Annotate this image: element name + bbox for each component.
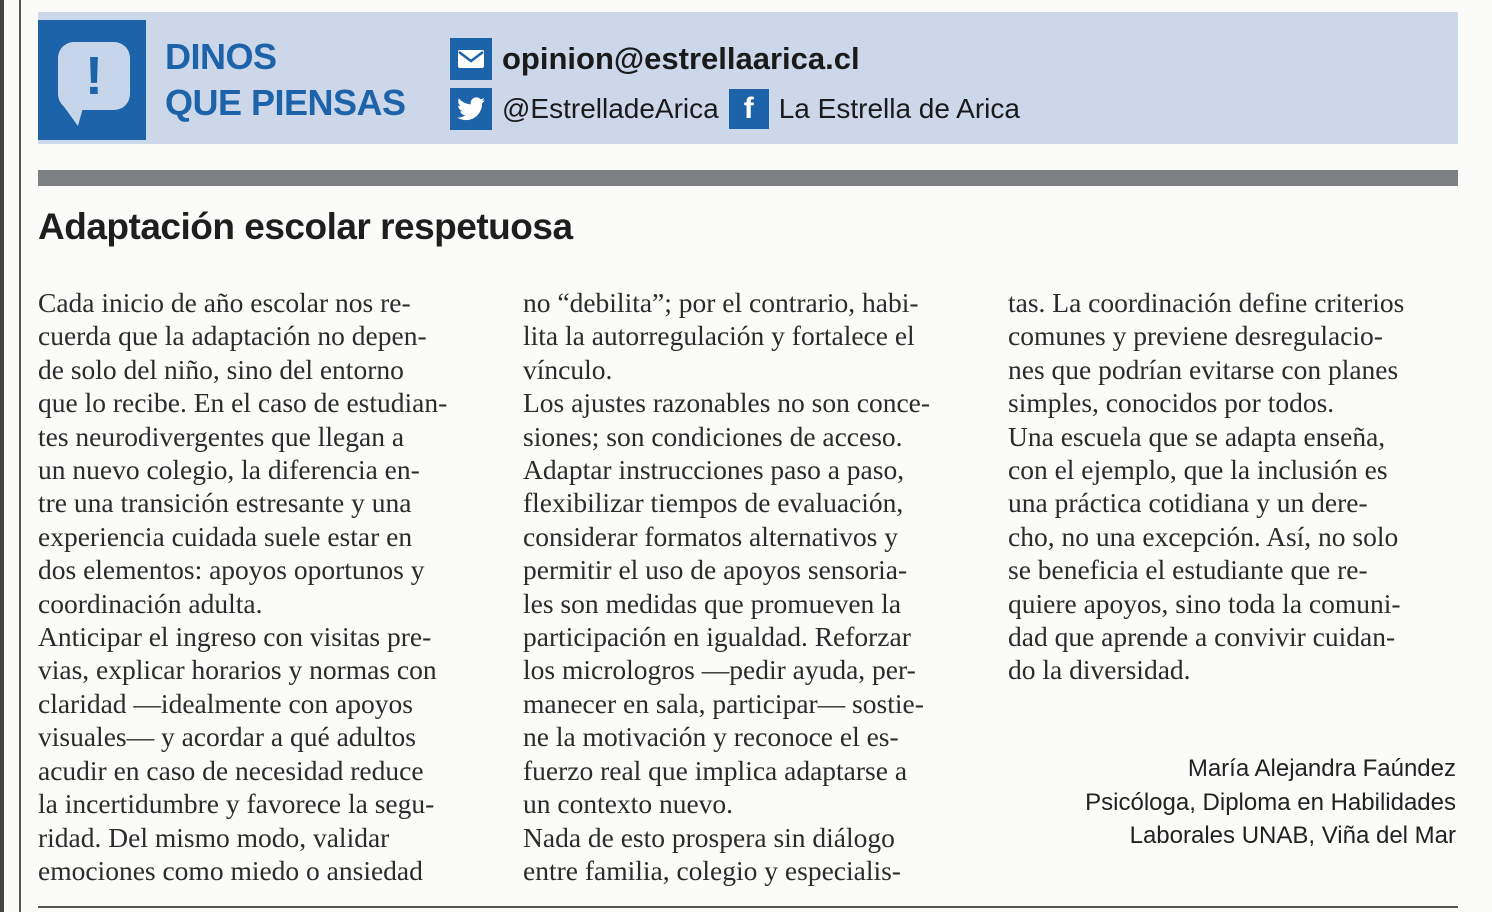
article-text-line: claridad —idealmente con apoyos <box>38 687 413 719</box>
article-text-line: fuerzo real que implica adaptarse a <box>523 754 908 786</box>
article-text-line: dad que aprende a convivir cuidan- <box>1008 621 1396 653</box>
article-text-line: Adaptar instrucciones paso a paso, <box>523 454 905 486</box>
email-address[interactable]: opinion@estrellaarica.cl <box>502 41 860 76</box>
facebook-page[interactable]: La Estrella de Arica <box>778 93 1020 124</box>
article-text-line: visuales— y acordar a qué adultos <box>38 721 417 753</box>
author-signature <box>1085 752 1456 853</box>
article-text-line: que lo recibe. En el caso de estudian- <box>38 387 448 419</box>
article-text-line: un nuevo colegio, la diferencia en- <box>38 454 420 486</box>
article-text-line: tes neurodivergentes que llegan a <box>38 420 405 452</box>
article-text-line: la incertidumbre y favorece la segu- <box>38 788 435 820</box>
article-text-line: participación en igualdad. Reforzar <box>523 621 911 653</box>
article-text-line: nes que podrían evitarse con planes <box>1008 353 1399 385</box>
article-text-line: Los ajustes razonables no son conce- <box>523 387 931 419</box>
article-text-line: permitir el uso de apoyos sensoria- <box>523 554 908 586</box>
article-text-line: coordinación adulta. <box>38 587 263 619</box>
article-column-3 <box>1008 286 1458 687</box>
article-text-line: lita la autorregulación y fortalece el <box>523 320 915 352</box>
article-text-line: cho, no una excepción. Así, no solo <box>1008 520 1399 552</box>
article-text-line: un contexto nuevo. <box>523 788 734 820</box>
article-text-line: considerar formatos alternativos y <box>523 520 898 552</box>
article-text-line: dos elementos: apoyos oportunos y <box>38 554 425 586</box>
article-text-line: acudir en caso de necesidad reduce <box>38 754 424 786</box>
article-column-2 <box>523 286 983 887</box>
article-text-line: los micrologros —pedir ayuda, per- <box>523 654 916 686</box>
speech-bubble-tail <box>62 104 88 126</box>
mail-icon <box>450 38 492 80</box>
facebook-icon[interactable]: f <box>729 89 769 129</box>
article-column-1 <box>38 286 498 887</box>
social-contacts <box>450 88 1020 130</box>
section-title-line2: QUE PIENSAS <box>165 82 406 123</box>
article-text-line: entre familia, colegio y especialis- <box>523 854 901 886</box>
article-text-line: de solo del niño, sino del entorno <box>38 353 404 385</box>
section-title-line1: DINOS <box>165 36 277 77</box>
column-separator-rule <box>19 0 21 912</box>
section-divider <box>38 170 1458 186</box>
opinion-header <box>38 12 1458 144</box>
article-text-line: flexibilizar tiempos de evaluación, <box>523 487 904 519</box>
author-credential-line2: Laborales UNAB, Viña del Mar <box>1129 822 1456 849</box>
article-text-line: les son medidas que promueven la <box>523 587 902 619</box>
article-text-line: tre una transición estresante y una <box>38 487 412 519</box>
article-text-line: do la diversidad. <box>1008 654 1191 686</box>
article-text-line: emociones como miedo o ansiedad <box>38 854 423 886</box>
article-text-line: vias, explicar horarios y normas con <box>38 654 437 686</box>
article-text-line: Anticipar el ingreso con visitas pre- <box>38 621 432 653</box>
article-text-line: tas. La coordinación define criterios <box>1008 287 1405 318</box>
article-text-line: cuerda que la adaptación no depen- <box>38 320 427 352</box>
article-text-line: quiere apoyos, sino toda la comuni- <box>1008 587 1401 619</box>
article-text-line: experiencia cuidada suele estar en <box>38 520 413 552</box>
article-text-line: con el ejemplo, que la inclusión es <box>1008 454 1388 486</box>
exclamation-bubble-icon <box>38 20 146 140</box>
article-text-line: no “debilita”; por el contrario, habi- <box>523 287 919 318</box>
article-text-line: manecer en sala, participar— sostie- <box>523 687 924 719</box>
article-text-line: ridad. Del mismo modo, validar <box>38 821 390 853</box>
author-name: María Alejandra Faúndez <box>1187 755 1456 782</box>
author-credential-line1: Psicóloga, Diploma en Habilidades <box>1085 788 1456 816</box>
article-text-line: se beneficia el estudiante que re- <box>1008 554 1368 586</box>
article-text-line: Cada inicio de año escolar nos re- <box>38 287 411 318</box>
article-text-line: simples, conocidos por todos. <box>1008 387 1335 419</box>
article-text-line: ne la motivación y reconoce el es- <box>523 721 899 753</box>
page-edge-rule <box>0 0 4 912</box>
article-title: Adaptación escolar respetuosa <box>38 206 573 247</box>
article-text-line: comunes y previene desregulacio- <box>1008 320 1383 352</box>
article-text-line: siones; son condiciones de acceso. <box>523 420 903 452</box>
article-text-line: Una escuela que se adapta enseña, <box>1008 420 1386 452</box>
twitter-bird-icon[interactable] <box>450 88 492 130</box>
article-text-line: una práctica cotidiana y un dere- <box>1008 487 1368 519</box>
email-contact[interactable] <box>450 38 860 80</box>
article-text-line: Nada de esto prospera sin diálogo <box>523 821 895 853</box>
section-title <box>165 34 406 126</box>
twitter-handle[interactable]: @EstrelladeArica <box>502 93 719 124</box>
article-text-line: vínculo. <box>523 353 613 385</box>
bottom-rule <box>38 906 1458 908</box>
speech-bubble: ! <box>58 42 130 110</box>
